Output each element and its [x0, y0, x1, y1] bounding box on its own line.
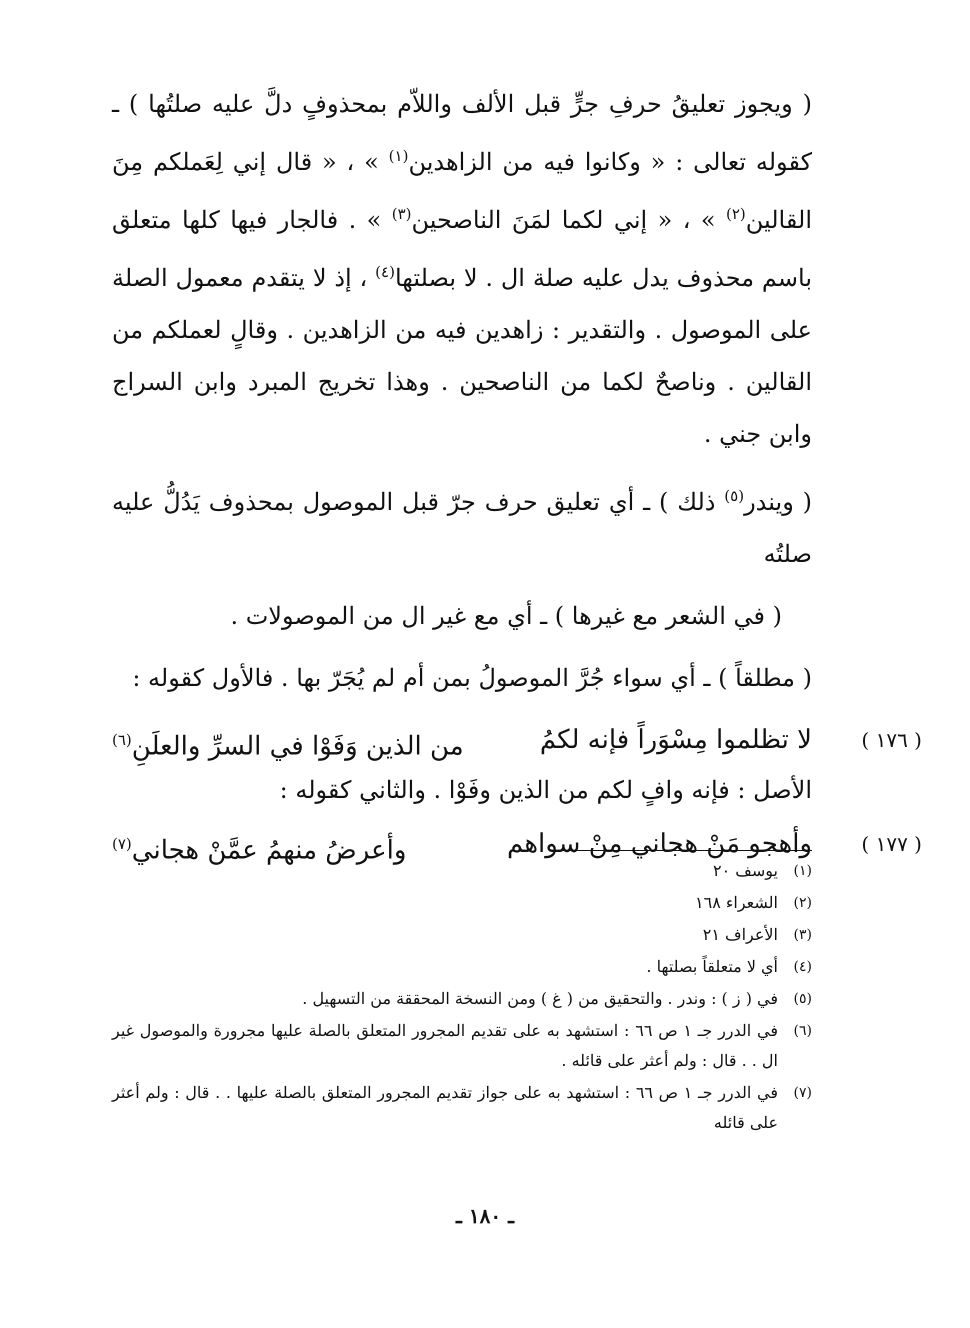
verse-left-hemistich [112, 714, 464, 773]
footnote-ref-6[interactable]: (٦) [112, 731, 132, 749]
verse-left-hemistich-text: وأعرضُ منهمُ عمَّنْ هجاني [131, 835, 407, 866]
footnote-text: أي لا متعلقاً بصلتها . [646, 957, 778, 976]
footnotes [112, 856, 812, 1140]
paragraph-1-text-4: » . فالجار فيها كلها متعلق باسم محذوف يدل عليه صلة ال . لا بصلتها [112, 206, 812, 292]
verse-right-hemistich: وأهجو مَنْ هجاني مِنْ سواهم [507, 829, 812, 859]
footnote-ref-1[interactable]: (١) [388, 147, 409, 165]
footnote-text: الأعراف ٢١ [702, 925, 778, 944]
verse-176 [112, 714, 922, 766]
footnote-item [112, 1078, 812, 1138]
verse-left-hemistich-text: من الذين وَفَوْا في السرِّ والعلَنِ [131, 731, 464, 762]
between-verses-text: الأصل : فإنه وافٍ لكم من الذين وفَوْا . والثاني كقوله : [279, 776, 812, 804]
footnote-number: (٦) [793, 1023, 812, 1039]
paragraph-1-text-2: » ، « قال إني لِعَملكم مِنَ القالين [112, 148, 812, 234]
footnote-text: يوسف ٢٠ [713, 861, 778, 880]
footnote-ref-7[interactable]: (٧) [112, 835, 132, 853]
paragraph-4-text: ( مطلقاً ) ـ أي سواء جُرَّ الموصولُ بمن أم لم يُجَرّ بها . فالأول كقوله : [132, 664, 812, 692]
footnote-number: (٣) [793, 927, 812, 943]
footnote-item [112, 920, 812, 950]
page-number: ـ ١٨٠ ـ [456, 1204, 514, 1228]
footnote-number: (٧) [793, 1085, 812, 1101]
paragraph-3-text: ( في الشعر مع غيرها ) ـ أي مع غير ال من الموصولات . [230, 602, 782, 630]
footnote-number: (٥) [793, 991, 812, 1007]
footnote-number: (٤) [793, 959, 812, 975]
footnote-item [112, 888, 812, 918]
footnote-text: في الدرر جـ ١ ص ٦٦ : استشهد به على تقديم المجرور المتعلق بالصلة عليها مجرورة والموصول غير ال . . قال : ولم أعثر على قائله . [112, 1021, 779, 1070]
footnote-text: في ( ز ) : وندر . والتحقيق من ( غ ) ومن النسخة المحققة من التسهيل . [302, 989, 778, 1008]
paragraph-1-text-1: ( ويجوز تعليقُ حرفِ جرٍّ قبل الألف واللاّم بمحذوفٍ دلَّ عليه صلتُها ) ـ كقوله تعالى : « وكانوا فيه من الزاهدين [112, 90, 813, 176]
verse-number: ( ١٧٧ ) [861, 832, 922, 856]
page-body [112, 78, 922, 870]
paragraph-2-text-1: ( ويندر [744, 488, 812, 516]
footnote-item [112, 1016, 812, 1076]
footnote-ref-5[interactable]: (٥) [724, 487, 745, 505]
footnote-item [112, 984, 812, 1014]
footnote-divider [562, 850, 812, 851]
footnote-ref-4[interactable]: (٤) [375, 263, 395, 281]
footnote-ref-2[interactable]: (٢) [725, 205, 746, 223]
paragraph-1 [112, 78, 812, 460]
footnote-ref-3[interactable]: (٣) [391, 205, 412, 223]
paragraph-1-text-3: » ، « إني لكما لمَنَ الناصحين [411, 206, 726, 234]
paragraph-2 [112, 470, 812, 580]
paragraph-4 [112, 652, 812, 704]
footnote-text: في الدرر جـ ١ ص ٦٦ : استشهد به على جواز تقديم المجرور المتعلق بالصلة عليها . . قال : ولم أعثر على قائله [112, 1083, 779, 1132]
footnote-number: (١) [793, 863, 812, 879]
verse-right-hemistich: لا تظلموا مِسْوَراً فإنه لكمُ [539, 725, 812, 755]
footnote-number: (٢) [793, 895, 812, 911]
verse-number: ( ١٧٦ ) [861, 728, 922, 752]
paragraph-2-text-2: ذلك ) ـ أي تعليق حرف جرّ قبل الموصول بمحذوف يَدُلُّ عليه صلتُه [112, 488, 812, 568]
footnote-text: الشعراء ١٦٨ [695, 893, 778, 912]
paragraph-1-text-5: ، إذ لا يتقدم معمول الصلة على الموصول . والتقدير : زاهدين فيه من الزاهدين . وقالٍ لعملكم من القالين . وناصحٌ لكما من الناصحين . وهذا تخريج المبرد وابن السراج وابن جني . [112, 264, 812, 448]
footnote-item [112, 952, 812, 982]
footnote-item [112, 856, 812, 886]
paragraph-3 [112, 590, 812, 642]
